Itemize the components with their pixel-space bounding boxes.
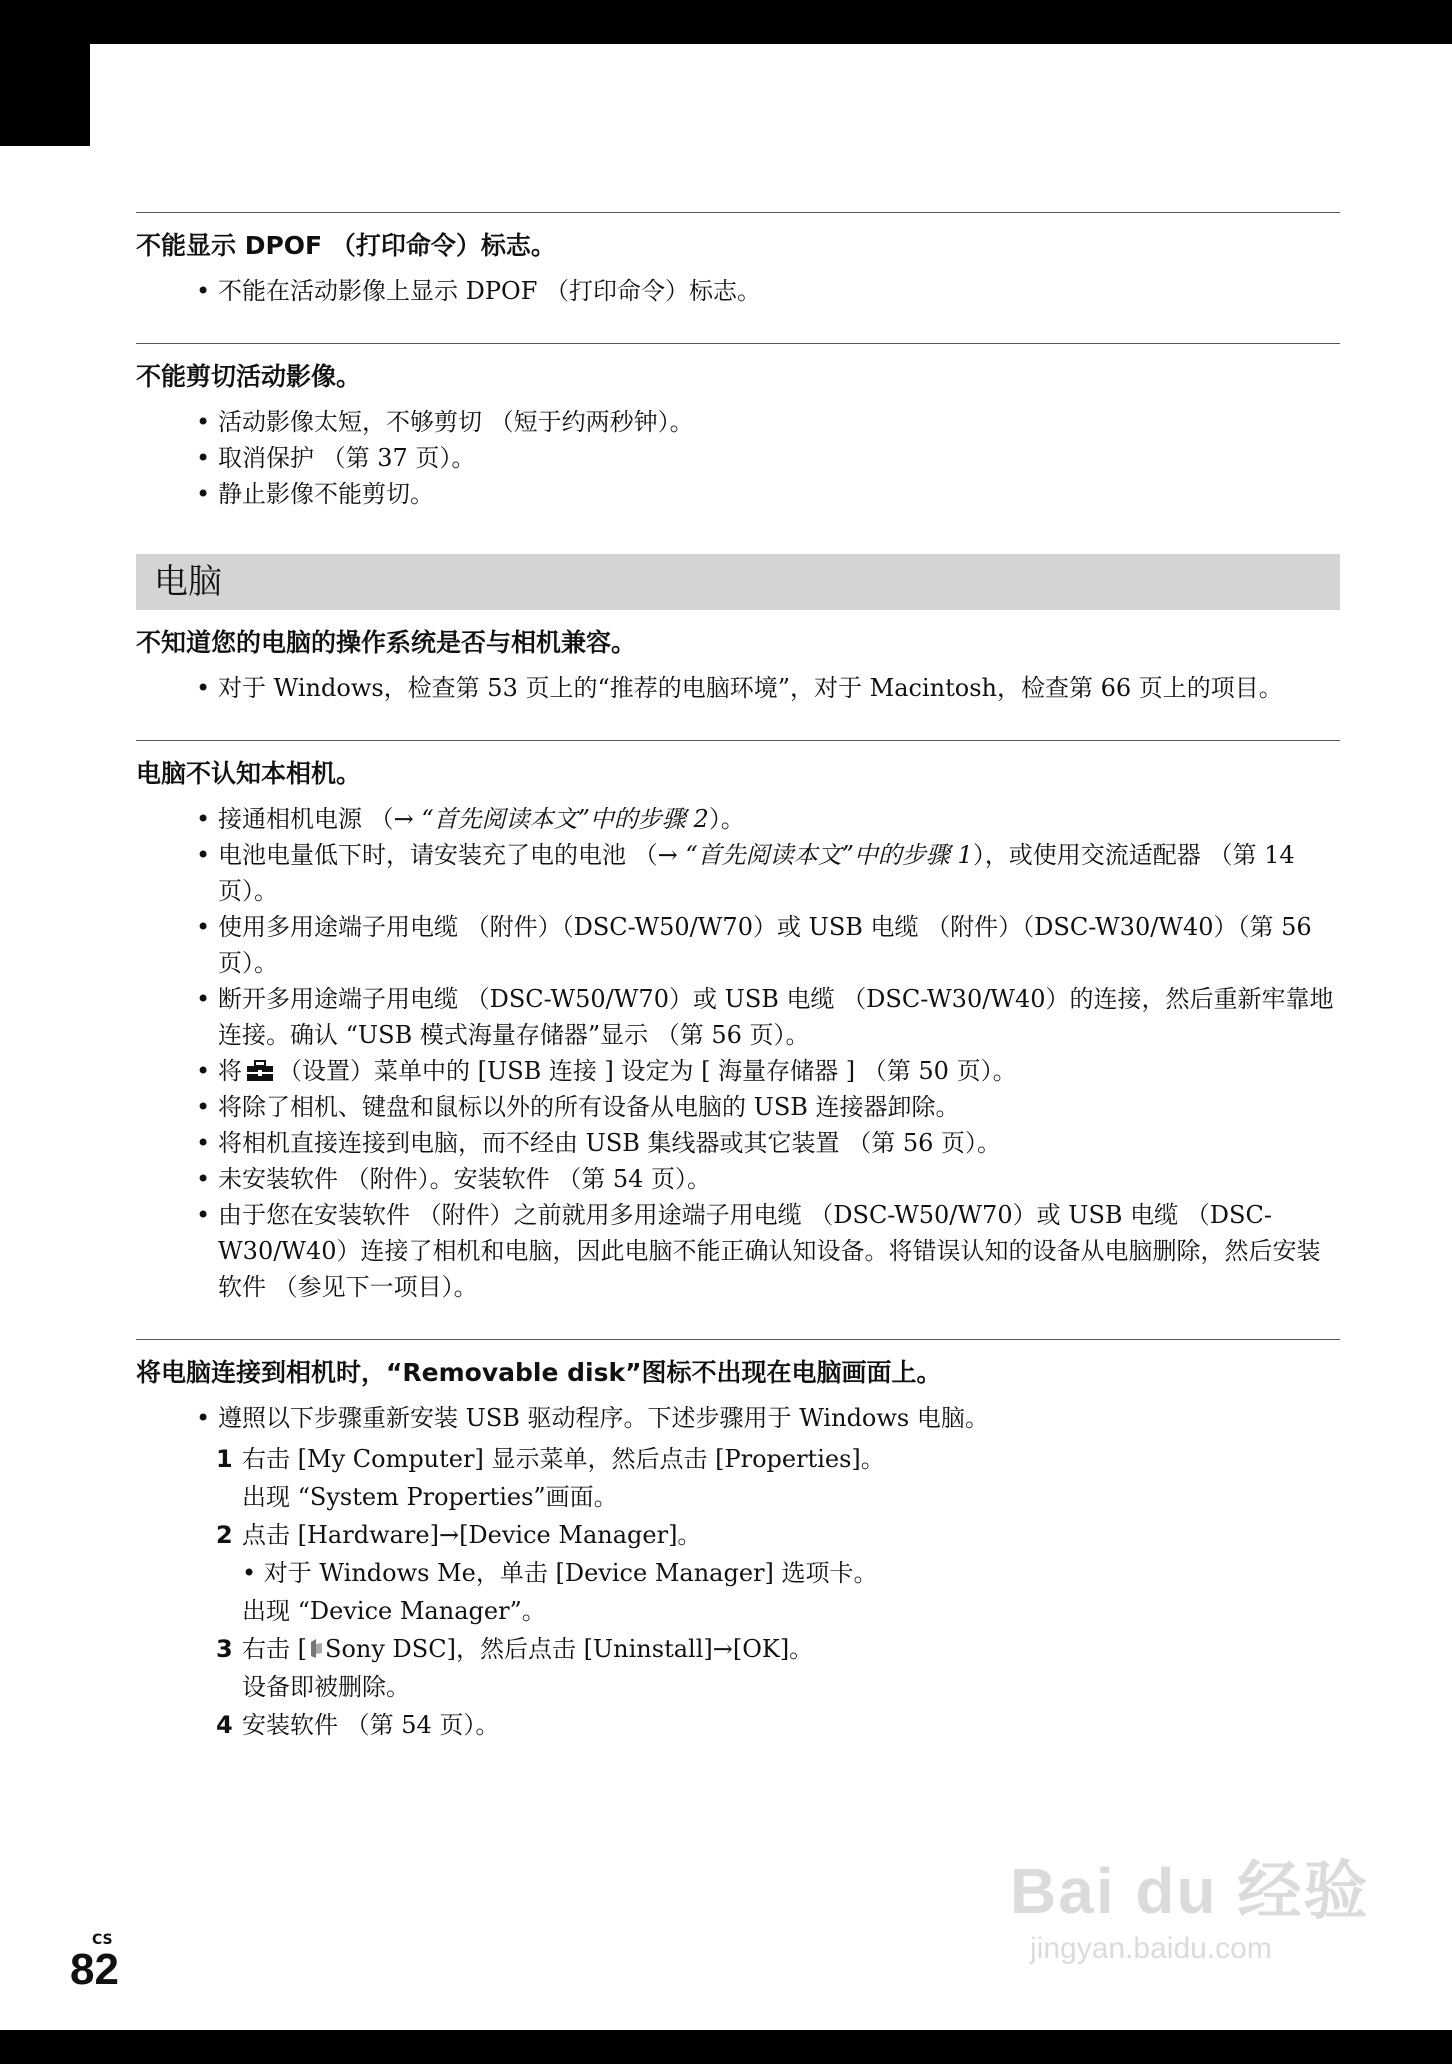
step-note: 出现 “System Properties”画面。 bbox=[242, 1483, 618, 1511]
step-1: 1 右击 [My Computer] 显示菜单，然后点击 [Properties]。 bbox=[216, 1445, 885, 1473]
step-2: 2 点击 [Hardware]→[Device Manager]。 bbox=[216, 1521, 702, 1549]
answer-item: • 将相机直接连接到电脑，而不经由 USB 集线器或其它装置 （第 56 页）。 bbox=[196, 1125, 1340, 1161]
question-heading: 电脑不认知本相机。 bbox=[136, 759, 362, 788]
step-note: 设备即被删除。 bbox=[242, 1673, 410, 1701]
divider bbox=[136, 740, 1340, 741]
bottom-black-bar bbox=[0, 2030, 1452, 2064]
page-content bbox=[136, 212, 1340, 1744]
step-3: 3 右击 [ Sony DSC]，然后点击 [Uninstall]→[OK]。 bbox=[216, 1635, 814, 1663]
answer-item: • 电池电量低下时，请安装充了电的电池 （→ “首先阅读本文”中的步骤 1），或使用交流适配器 （第 14 页）。 bbox=[196, 837, 1340, 909]
step-note: 出现 “Device Manager”。 bbox=[242, 1597, 546, 1625]
question-heading: 不能显示 DPOF （打印命令）标志。 bbox=[136, 231, 556, 260]
answer-list bbox=[136, 273, 1340, 309]
language-code: CS bbox=[92, 1932, 113, 1948]
section-title: 电脑 bbox=[136, 554, 1340, 610]
answer-item: • 将除了相机、键盘和鼠标以外的所有设备从电脑的 USB 连接器卸除。 bbox=[196, 1089, 1340, 1125]
divider bbox=[136, 1339, 1340, 1340]
answer-item: • 接通相机电源 （→ “首先阅读本文”中的步骤 2）。 bbox=[196, 801, 1340, 837]
step-note: • 对于 Windows Me，单击 [Device Manager] 选项卡。 bbox=[242, 1559, 878, 1587]
device-icon bbox=[307, 1633, 325, 1655]
answer-item: • 将 （设置）菜单中的 [USB 连接 ] 设定为 [ 海量存储器 ] （第 50 页）。 bbox=[196, 1053, 1340, 1089]
answer-item: • 对于 Windows，检查第 53 页上的“推荐的电脑环境”，对于 Macintosh，检查第 66 页上的项目。 bbox=[196, 670, 1340, 706]
page-number bbox=[70, 1932, 130, 1992]
question-heading: 将电脑连接到相机时，“Removable disk”图标不出现在电脑画面上。 bbox=[136, 1358, 942, 1387]
answer-item: • 使用多用途端子用电缆 （附件）（DSC-W50/W70）或 USB 电缆 （附件）（DSC-W30/W40）（第 56 页）。 bbox=[196, 909, 1340, 981]
answer-list bbox=[136, 670, 1340, 706]
question-heading: 不能剪切活动影像。 bbox=[136, 362, 362, 391]
answer-list bbox=[136, 801, 1340, 1305]
answer-item: • 未安装软件 （附件）。安装软件 （第 54 页）。 bbox=[196, 1161, 1340, 1197]
answer-item: • 静止影像不能剪切。 bbox=[196, 476, 1340, 512]
divider bbox=[136, 343, 1340, 344]
answer-list bbox=[136, 404, 1340, 512]
watermark bbox=[1010, 1840, 1370, 2030]
answer-item: • 不能在活动影像上显示 DPOF （打印命令）标志。 bbox=[196, 273, 1340, 309]
top-black-bar bbox=[0, 0, 1452, 44]
watermark-logo: Bai du 经验 bbox=[1010, 1855, 1370, 1927]
watermark-url: jingyan.baidu.com bbox=[1030, 1932, 1272, 1965]
step-4: 4 安装软件 （第 54 页）。 bbox=[216, 1711, 500, 1739]
answer-item: • 取消保护 （第 37 页）。 bbox=[196, 440, 1340, 476]
page-number-value: 82 bbox=[70, 1945, 119, 1994]
answer-item: • 活动影像太短，不够剪切 （短于约两秒钟）。 bbox=[196, 404, 1340, 440]
answer-item: • 由于您在安装软件 （附件）之前就用多用途端子用电缆 （DSC-W50/W70）或 USB 电缆 （DSC-W30/W40）连接了相机和电脑，因此电脑不能正确认知设备。将错误认知的设备从电脑删除，然后安装软件 （参见下一项目）。 bbox=[196, 1197, 1340, 1305]
answer-item: • 遵照以下步骤重新安装 USB 驱动程序。下述步骤用于 Windows 电脑。 bbox=[196, 1400, 1340, 1436]
steps-list bbox=[136, 1440, 1340, 1744]
answer-item: • 断开多用途端子用电缆 （DSC-W50/W70）或 USB 电缆 （DSC-W30/W40）的连接，然后重新牢靠地连接。确认 “USB 模式海量存储器”显示 （第 56 页）。 bbox=[196, 981, 1340, 1053]
answer-list bbox=[136, 1400, 1340, 1436]
question-heading: 不知道您的电脑的操作系统是否与相机兼容。 bbox=[136, 628, 637, 657]
divider bbox=[136, 212, 1340, 213]
corner-tab bbox=[0, 0, 90, 146]
toolbox-icon bbox=[246, 1056, 274, 1078]
